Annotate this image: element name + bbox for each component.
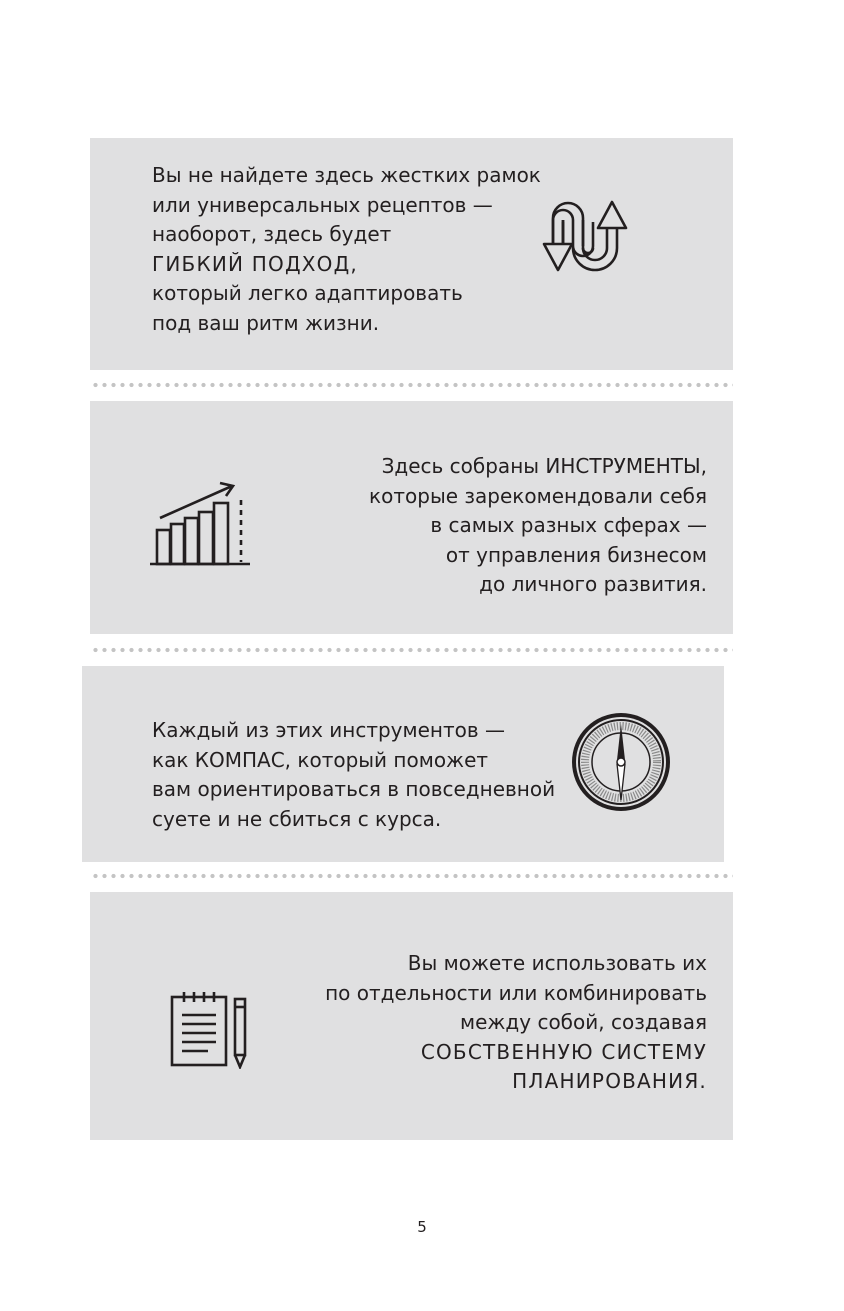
text-line: от управления бизнесом [445, 542, 707, 567]
text-line: под ваш ритм жизни. [152, 310, 380, 335]
text-line: до личного развития. [479, 572, 707, 596]
block-4-text [325, 949, 707, 1097]
dotted-divider [91, 647, 733, 653]
block-3-text [152, 716, 555, 834]
notepad-pencil-icon [168, 991, 252, 1069]
text-line: Здесь собраны ИНСТРУМЕНТЫ, [381, 454, 707, 478]
highlight-phrase: СОБСТВЕННУЮ СИСТЕМУ [420, 1039, 707, 1064]
text-line: суете и не сбиться с курса. [152, 806, 442, 831]
text-line: наоборот, здесь будет [152, 222, 392, 246]
block-2-text [369, 452, 707, 600]
text-line: которые зарекомендовали себя [369, 483, 707, 508]
dotted-divider [91, 382, 733, 388]
text-line: вам ориентироваться в повседневной [152, 777, 556, 801]
block-1-text [152, 161, 541, 338]
text-line: который легко адаптировать [152, 281, 463, 305]
text-line: Каждый из этих инструментов — [152, 718, 506, 742]
page-number: 5 [417, 1218, 427, 1236]
text-line: по отдельности или комбинировать [325, 980, 707, 1005]
text-line: Вы можете использовать их [407, 951, 707, 975]
text-line: Вы не найдете здесь жестких рамок [152, 163, 541, 187]
text-line: в самых разных сферах — [430, 513, 707, 537]
text-line: между собой, создавая [460, 1010, 707, 1034]
flexible-arrows-icon [540, 198, 630, 276]
highlight-phrase: ГИБКИЙ ПОДХОД, [152, 251, 358, 276]
dotted-divider [91, 873, 733, 879]
text-line: или универсальных рецептов — [152, 192, 493, 217]
highlight-phrase: ПЛАНИРОВАНИЯ. [512, 1069, 707, 1093]
compass-icon [569, 710, 673, 814]
growth-chart-icon [148, 480, 252, 568]
text-line: как КОМПАС, который поможет [152, 747, 489, 772]
